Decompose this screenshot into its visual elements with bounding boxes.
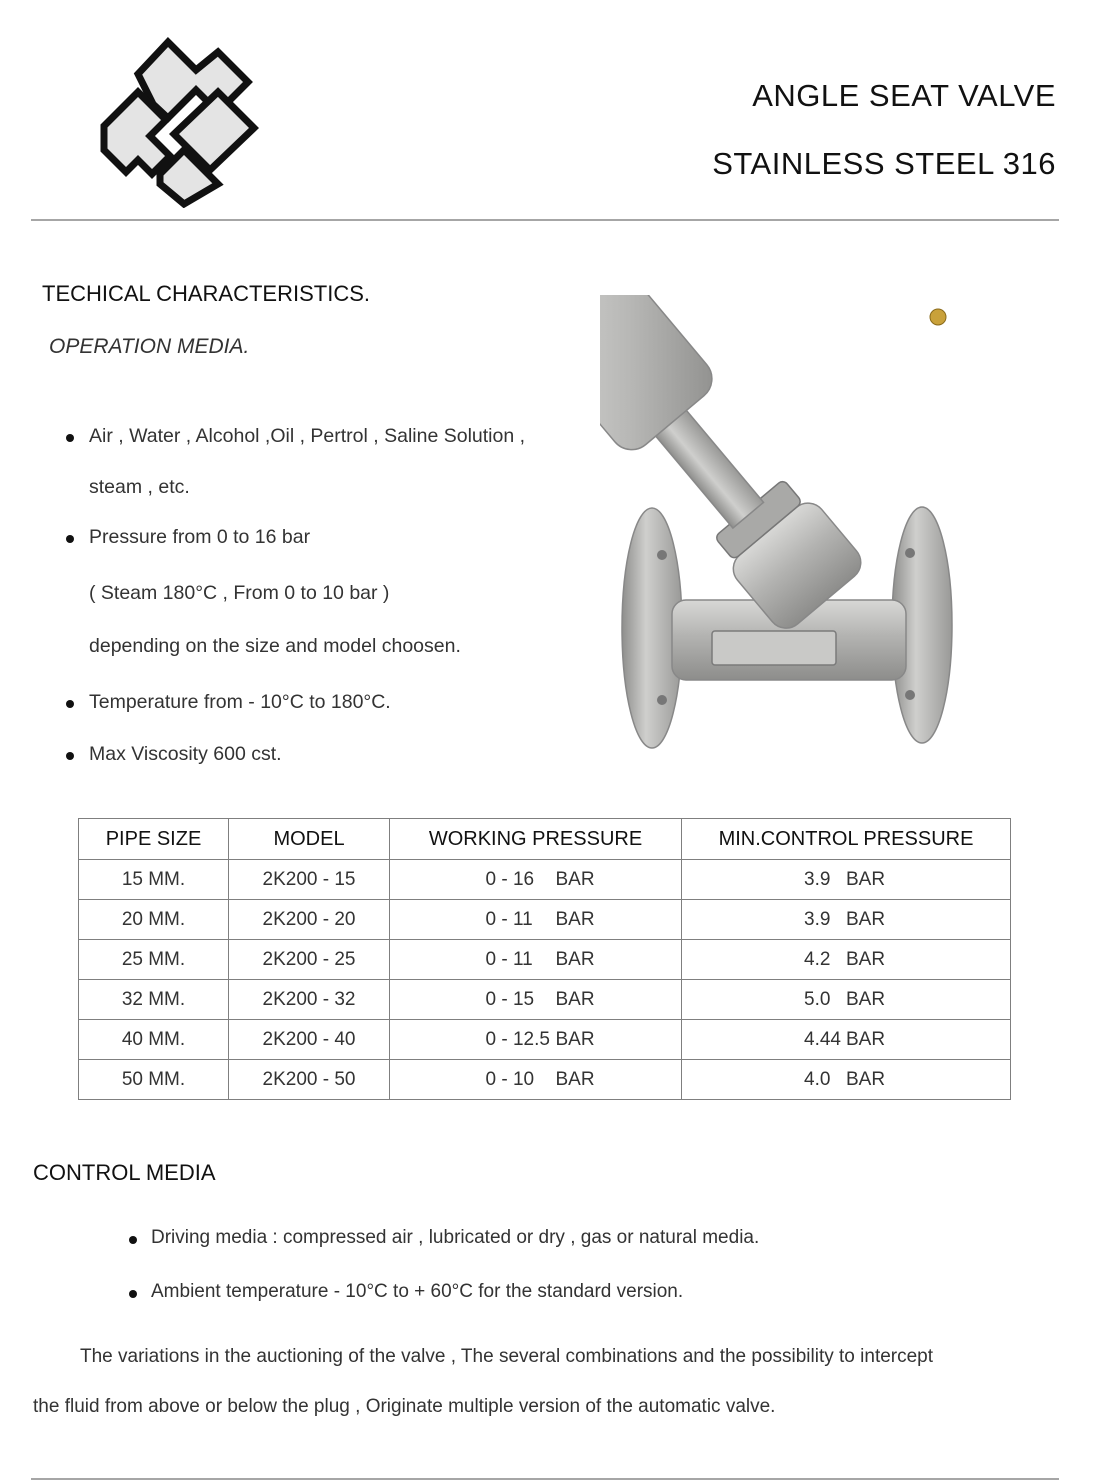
working-pressure-unit: BAR bbox=[555, 948, 595, 970]
pipe-size-cell: 25 MM. bbox=[79, 940, 229, 980]
working-pressure-cell bbox=[390, 900, 682, 940]
working-pressure-unit: BAR bbox=[555, 1068, 595, 1090]
pipe-size-cell: 15 MM. bbox=[79, 860, 229, 900]
table-row bbox=[79, 1020, 1011, 1060]
column-header-min-control-pressure: MIN.CONTROL PRESSURE bbox=[682, 819, 1011, 860]
list-item-continued: depending on the size and model choosen. bbox=[89, 635, 461, 657]
list-item: Ambient temperature - 10°C to + 60°C for the standard version. bbox=[151, 1281, 684, 1302]
table-header-row bbox=[79, 819, 1011, 860]
min-control-unit: BAR bbox=[846, 908, 886, 930]
list-item: Driving media : compressed air , lubricated or dry , gas or natural media. bbox=[151, 1227, 760, 1248]
min-control-value: 5.0 bbox=[804, 988, 831, 1010]
working-pressure-cell bbox=[390, 980, 682, 1020]
working-pressure-cell bbox=[390, 860, 682, 900]
technical-heading: TECHICAL CHARACTERISTICS. bbox=[42, 281, 371, 306]
min-control-pressure-cell bbox=[682, 980, 1011, 1020]
column-header-model: MODEL bbox=[229, 819, 390, 860]
table-row bbox=[79, 980, 1011, 1020]
bullet-icon bbox=[66, 752, 74, 760]
pipe-size-cell: 40 MM. bbox=[79, 1020, 229, 1060]
list-item: Pressure from 0 to 16 bar bbox=[89, 526, 311, 548]
working-pressure-value: 0 - 11 bbox=[485, 948, 533, 970]
model-cell: 2K200 - 15 bbox=[229, 860, 390, 900]
min-control-pressure-cell bbox=[682, 940, 1011, 980]
header-divider bbox=[31, 219, 1059, 221]
bullet-icon bbox=[66, 535, 74, 543]
operation-media-heading: OPERATION MEDIA. bbox=[49, 335, 250, 358]
description-paragraph-line: the fluid from above or below the plug , Originate multiple version of the automatic valve. bbox=[33, 1396, 776, 1417]
list-item: Max Viscosity 600 cst. bbox=[89, 743, 282, 765]
model-cell: 2K200 - 20 bbox=[229, 900, 390, 940]
min-control-unit: BAR bbox=[846, 1028, 886, 1050]
min-control-value: 3.9 bbox=[804, 868, 831, 890]
bullet-icon bbox=[129, 1290, 137, 1298]
min-control-unit: BAR bbox=[846, 988, 886, 1010]
table-row bbox=[79, 860, 1011, 900]
min-control-pressure-cell bbox=[682, 1020, 1011, 1060]
min-control-pressure-cell bbox=[682, 1060, 1011, 1100]
min-control-pressure-cell bbox=[682, 900, 1011, 940]
min-control-unit: BAR bbox=[846, 868, 886, 890]
company-logo-icon bbox=[98, 34, 260, 208]
specification-table bbox=[78, 818, 1011, 1100]
description-paragraph-line: The variations in the auctioning of the valve , The several combinations and the possibility to intercept bbox=[80, 1346, 934, 1367]
model-cell: 2K200 - 32 bbox=[229, 980, 390, 1020]
working-pressure-unit: BAR bbox=[555, 908, 595, 930]
min-control-pressure-cell bbox=[682, 860, 1011, 900]
working-pressure-unit: BAR bbox=[555, 988, 595, 1010]
table-row bbox=[79, 940, 1011, 980]
bullet-icon bbox=[66, 700, 74, 708]
min-control-value: 3.9 bbox=[804, 908, 831, 930]
min-control-value: 4.0 bbox=[804, 1068, 831, 1090]
working-pressure-value: 0 - 10 bbox=[485, 1068, 535, 1090]
table-row bbox=[79, 900, 1011, 940]
table-row bbox=[79, 1060, 1011, 1100]
min-control-unit: BAR bbox=[846, 948, 886, 970]
working-pressure-unit: BAR bbox=[555, 1028, 595, 1050]
angle-seat-valve-photo bbox=[600, 295, 980, 755]
document-title: ANGLE SEAT VALVE bbox=[752, 78, 1056, 113]
list-item-continued: ( Steam 180°C , From 0 to 10 bar ) bbox=[89, 582, 390, 604]
working-pressure-cell bbox=[390, 940, 682, 980]
column-header-pipe-size: PIPE SIZE bbox=[79, 819, 229, 860]
working-pressure-value: 0 - 15 bbox=[485, 988, 535, 1010]
document-subtitle: STAINLESS STEEL 316 bbox=[712, 146, 1056, 181]
working-pressure-cell bbox=[390, 1060, 682, 1100]
column-header-working-pressure: WORKING PRESSURE bbox=[390, 819, 682, 860]
pipe-size-cell: 32 MM. bbox=[79, 980, 229, 1020]
min-control-value: 4.44 bbox=[804, 1028, 841, 1050]
min-control-value: 4.2 bbox=[804, 948, 831, 970]
pipe-size-cell: 20 MM. bbox=[79, 900, 229, 940]
working-pressure-value: 0 - 16 bbox=[485, 868, 535, 890]
control-media-heading: CONTROL MEDIA bbox=[33, 1160, 216, 1185]
list-item: Air , Water , Alcohol ,Oil , Pertrol , Saline Solution , bbox=[89, 425, 526, 447]
working-pressure-value: 0 - 11 bbox=[485, 908, 533, 930]
bullet-icon bbox=[129, 1236, 137, 1244]
working-pressure-value: 0 - 12.5 bbox=[485, 1028, 550, 1050]
footer-divider bbox=[31, 1478, 1059, 1480]
model-cell: 2K200 - 25 bbox=[229, 940, 390, 980]
model-cell: 2K200 - 50 bbox=[229, 1060, 390, 1100]
working-pressure-unit: BAR bbox=[555, 868, 595, 890]
list-item: Temperature from - 10°C to 180°C. bbox=[89, 691, 391, 713]
bullet-icon bbox=[66, 434, 74, 442]
list-item-continued: steam , etc. bbox=[89, 476, 190, 498]
working-pressure-cell bbox=[390, 1020, 682, 1060]
pipe-size-cell: 50 MM. bbox=[79, 1060, 229, 1100]
min-control-unit: BAR bbox=[846, 1068, 886, 1090]
model-cell: 2K200 - 40 bbox=[229, 1020, 390, 1060]
